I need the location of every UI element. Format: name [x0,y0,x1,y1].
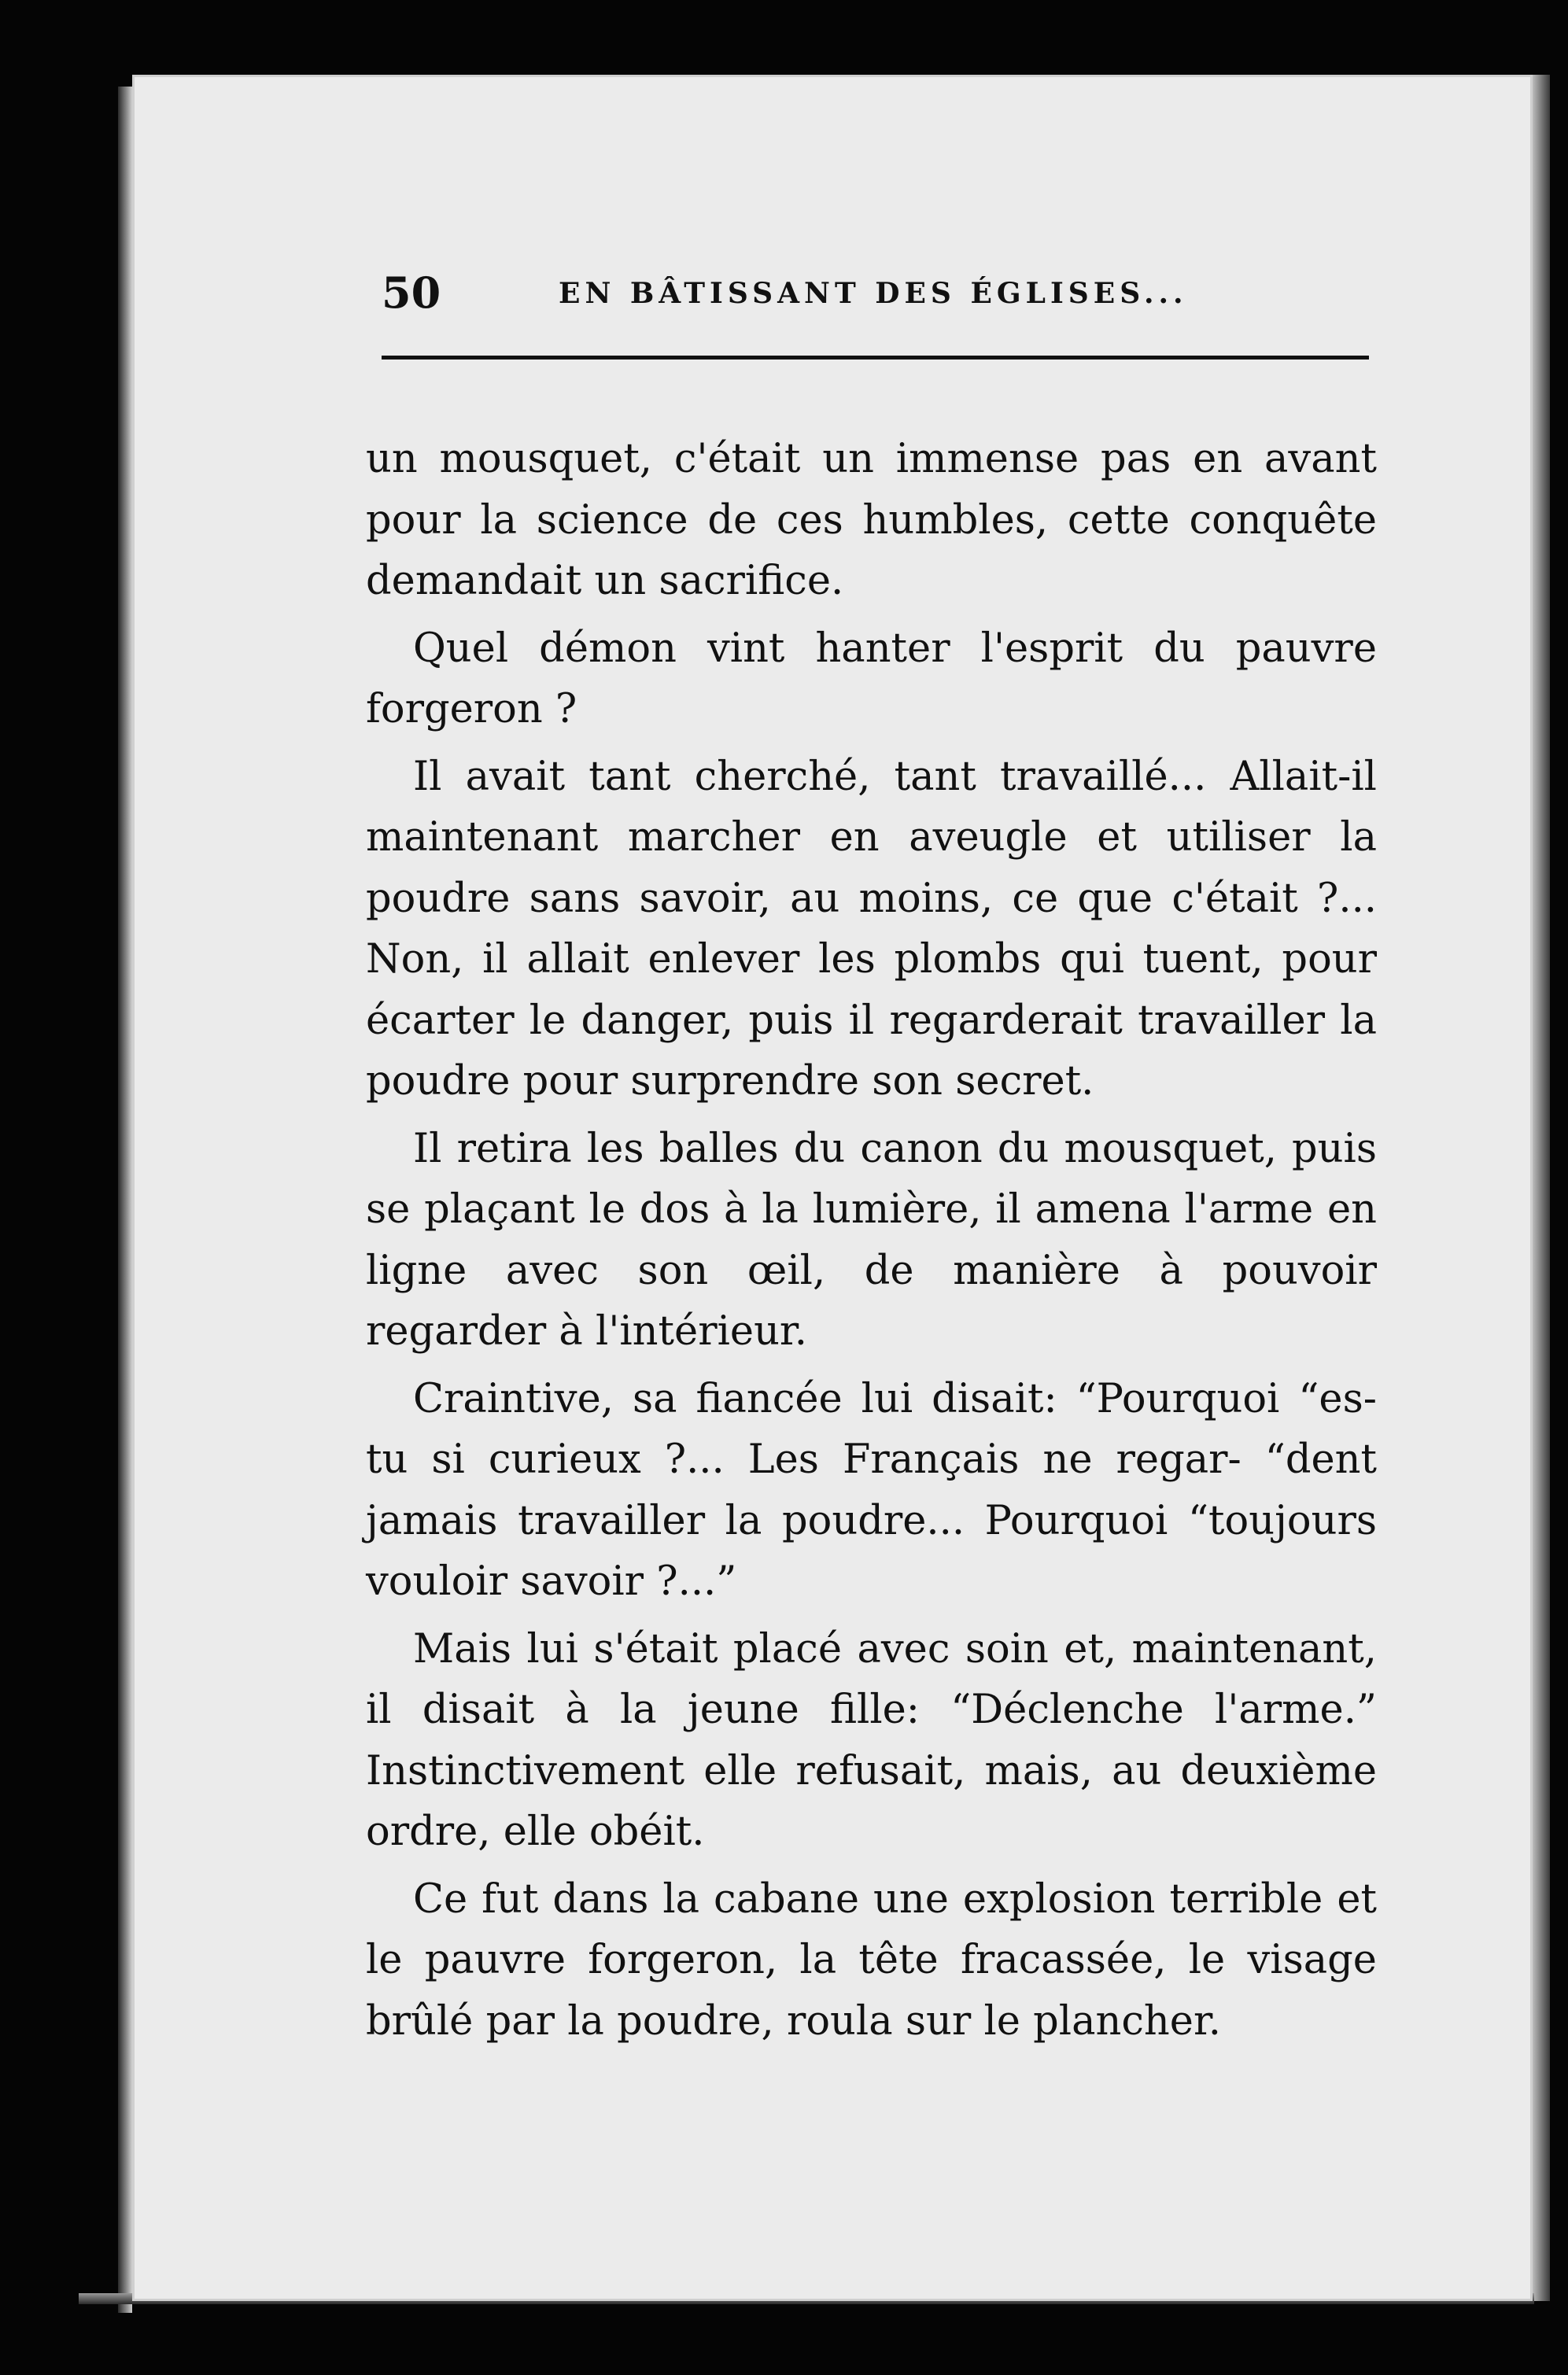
paragraph: Mais lui s'était placé avec soin et, maintenant, il disait à la jeune fille: “Déclenche l'arme.” Instinctivement elle refusait, mais, au deuxième ordre, elle obéit. [366,1625,1377,1855]
paragraph: Il retira les balles du canon du mousquet, puis se plaçant le dos à la lumière, il amena l'arme en ligne avec son œil, de manière à pouvoir regarder à l'intérieur. [366,1125,1377,1355]
header-rule [382,356,1369,360]
page-right-edge [1533,75,1550,2301]
paragraph: Il avait tant cherché, tant travaillé... Allait-il maintenant marcher en aveugle et utiliser la poudre sans savoir, au moins, ce que c'était ?... Non, il allait enlever les plombs qui tuent, pour écarter le danger, puis il regarderait travailler la poudre pour surprendre son secret. [366,753,1377,1105]
paragraph: Craintive, sa fiancée lui disait: “Pourquoi “es-tu si curieux ?... Les Français ne regar- “dent jamais travailler la poudre... Pourquoi “toujours vouloir savoir ?...” [366,1375,1377,1605]
body-text [366,429,1377,2052]
page-number: 50 [382,267,441,318]
book-spine [118,87,132,2313]
paragraph: Quel démon vint hanter l'esprit du pauvre forgeron ? [366,625,1377,732]
page-header [382,267,1373,323]
paragraph: un mousquet, c'était un immense pas en avant pour la science de ces humbles, cette conquête demandait un sacrifice. [366,436,1377,604]
paragraph: Ce fut dans la cabane une explosion terrible et le pauvre forgeron, la tête fracassée, le visage brûlé par la poudre, roula sur le plancher. [366,1875,1377,2045]
running-title: EN BÂTISSANT DES ÉGLISES... [559,277,1188,310]
